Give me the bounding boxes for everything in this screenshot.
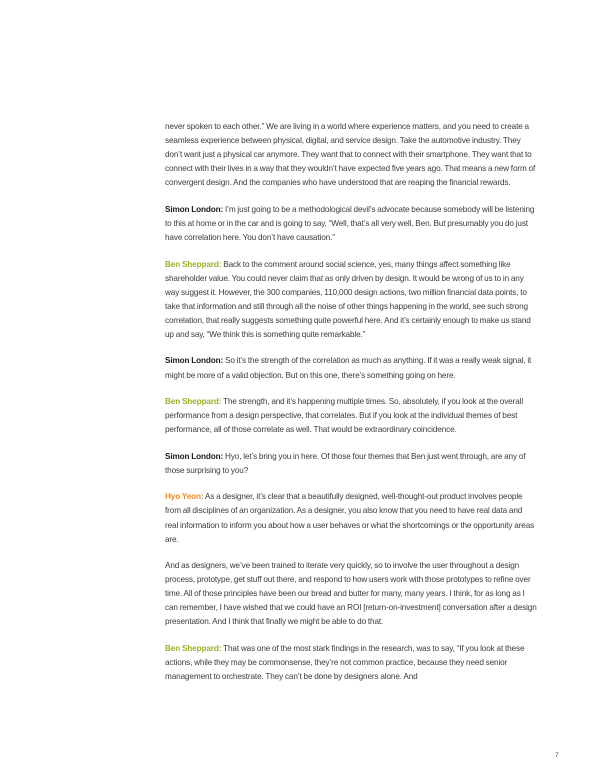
speaker-label: Ben Sheppard:: [165, 643, 222, 653]
paragraph-simon-london-2: [165, 354, 537, 382]
paragraph-ben-sheppard-3: [165, 642, 537, 684]
paragraph-text: That was one of the most stark findings in the research, was to say, “If you look at these actions, while they may be commonsense, they’re not common practice, because they need senior management to orchestrate. They can’t be done by designers alone. And: [165, 643, 525, 682]
speaker-label: Simon London:: [165, 204, 224, 214]
paragraph-text: As a designer, it’s clear that a beautifully designed, well-thought-out product involves people from all disciplines of an organization. As a designer, you also know that you need to have real data and real information to inform you about how a user behaves or what the shortcomings or the opportunity areas are.: [165, 492, 535, 544]
speaker-label: Ben Sheppard:: [165, 259, 222, 269]
paragraph-text: never spoken to each other.” We are living in a world where experience matters, and you need to create a seamless experience between physical, digital, and service design. Take the automotive industry. They don’t want just a physical car anymore. They want that to connect with their smartphone. They want that to connect with their lives in a way that they wouldn’t have expected five years ago. That means a new form of convergent design. And the companies who have understood that are reaping the financial rewards.: [165, 122, 536, 188]
transcript-body: [165, 120, 537, 697]
paragraph-hyo-yeon-1: [165, 490, 537, 546]
paragraph-text: And as designers, we’ve been trained to iterate very quickly, so to involve the user throughout a design process, prototype, get stuff out there, and respond to how users work with those prototypes to refine over time. All of those principles have been our bread and butter for many, many years. I think, for as long as I can remember, I have wished that we could have an ROI [return-on-investment] conversation after a design presentation. And I think that finally we might be able to do that.: [165, 561, 537, 627]
paragraph-text: I’m just going to be a methodological devil’s advocate because somebody will be listening to this at home or in the car and is going to say, “Well, that’s all very well, Ben. But presumably you do just have correlation here. You don’t have causation.”: [165, 204, 535, 243]
paragraph-text: The strength, and it’s happening multiple times. So, absolutely, if you look at the overall performance from a design perspective, that correlates. But if you look at the individual themes of best performance, all of those correlate as well. That would be extraordinary coincidence.: [165, 397, 524, 435]
paragraph-simon-london-1: [165, 203, 537, 245]
paragraph-hyo-yeon-2: [165, 559, 537, 629]
speaker-label: Simon London:: [165, 451, 224, 461]
paragraph-ben-sheppard-2: [165, 395, 537, 437]
paragraph-text: Back to the comment around social science, yes, many things affect something like shareholder value. You could never claim that as only driven by design. It would be wrong of us to in any way suggest it. However, the 300 companies, 110,000 design actions, two million financial data points, to take that information and still through all the noise of other things happening in the world, see such strong correlation, that really suggests something quite powerful here. And it’s certainly enough to make us stand up and say, “We think this is something quite remarkable.”: [165, 259, 531, 339]
speaker-label: Ben Sheppard:: [165, 397, 222, 407]
paragraph-continuation: [165, 120, 537, 190]
speaker-label: Simon London:: [165, 356, 224, 366]
paragraph-text: Hyo, let’s bring you in here. Of those four themes that Ben just went through, are any of those surprising to you?: [165, 451, 526, 475]
paragraph-ben-sheppard-1: [165, 258, 537, 343]
page-number: 7: [555, 752, 559, 759]
paragraph-text: So it’s the strength of the correlation as much as anything. If it was a really weak signal, it might be more of a valid objection. But on this one, there’s something going on here.: [165, 356, 532, 380]
paragraph-simon-london-3: [165, 450, 537, 478]
speaker-label: Hyo Yeon:: [165, 492, 204, 502]
